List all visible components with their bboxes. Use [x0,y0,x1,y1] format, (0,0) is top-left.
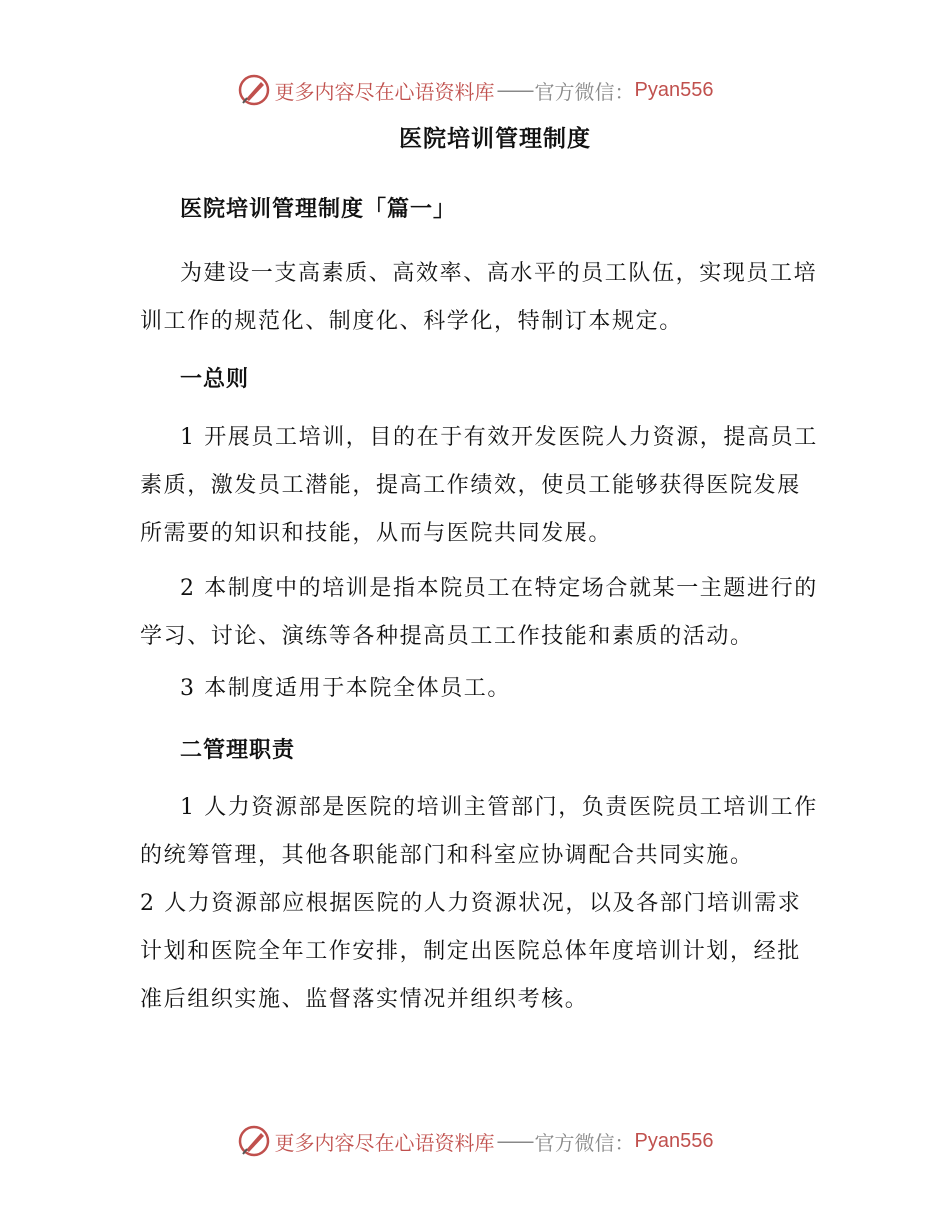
intro-paragraph: 为建设一支高素质、高效率、高水平的员工队伍，实现员工培训工作的规范化、制度化、科学化，特制订本规定。 [140,261,818,334]
part1-heading: 一总则 [180,366,250,392]
footer-watermark [0,1121,950,1161]
pen-logo-icon [237,73,271,107]
part2-heading: 二管理职责 [180,737,296,763]
document-title: 医院培训管理制度 [399,125,591,152]
part1-item-2: 2 本制度中的培训是指本院员工在特定场合就某一主题进行的学习、讨论、演练等各种提高员工工作技能和素质的活动。 [140,576,818,649]
watermark-separator: —— [496,78,533,102]
section-title: 医院培训管理制度「篇一」 [180,196,457,222]
watermark-wechat-id: Pyan556 [634,1129,714,1152]
header-watermark [0,70,950,110]
part1-item-1: 1 开展员工培训，目的在于有效开发医院人力资源，提高员工素质，激发员工潜能，提高工作绩效，使员工能够获得医院发展所需要的知识和技能，从而与医院共同发展。 [140,425,818,546]
part2-item-2: 2 人力资源部应根据医院的人力资源状况，以及各部门培训需求计划和医院全年工作安排，制定出医院总体年度培训计划，经批准后组织实施、监督落实情况并组织考核。 [140,891,802,1012]
watermark-text: 更多内容尽在心语资料库 [274,1130,495,1155]
watermark-wechat-label: 官方微信： [534,1130,635,1155]
part1-item-3: 3 本制度适用于本院全体员工。 [180,676,511,701]
part2-item-1: 1 人力资源部是医院的培训主管部门，负责医院员工培训工作的统筹管理，其他各职能部门和科室应协调配合共同实施。 [140,795,818,868]
pen-logo-icon [237,1124,271,1158]
watermark-text: 更多内容尽在心语资料库 [274,79,495,104]
watermark-wechat-id: Pyan556 [634,78,714,101]
watermark-wechat-label: 官方微信： [534,79,635,104]
watermark-separator: —— [496,1129,533,1153]
